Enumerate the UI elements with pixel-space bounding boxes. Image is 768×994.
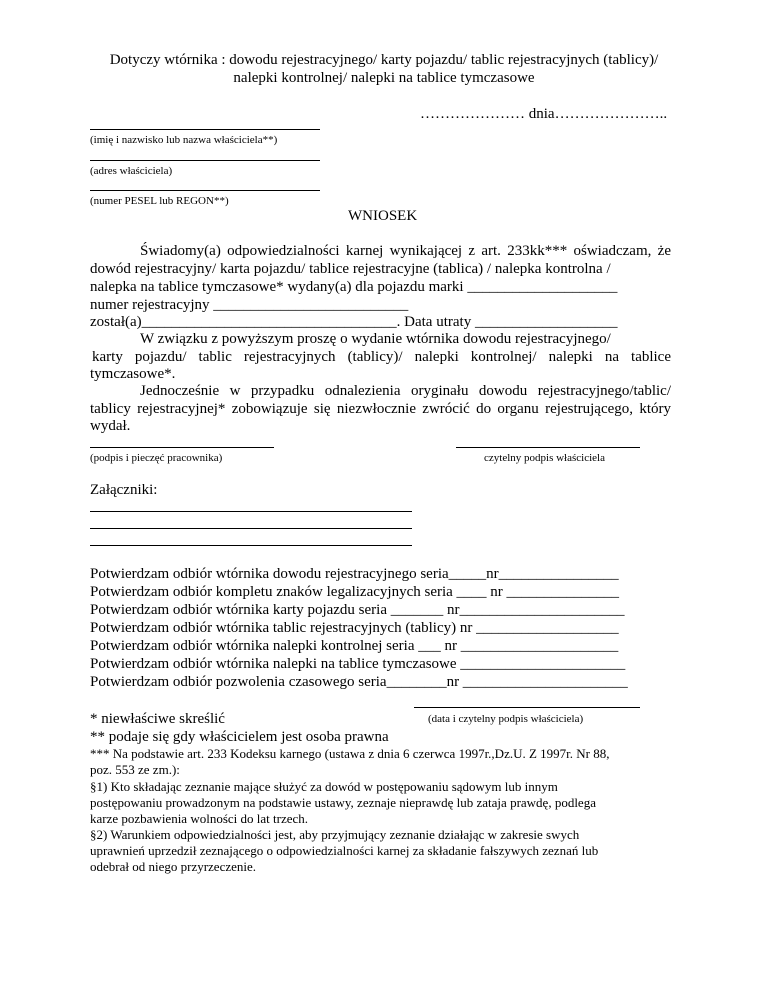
page-title: WNIOSEK [348,208,418,224]
receipt-line: Potwierdzam odbiór wtórnika nalepki kontrolnej seria ___ nr _____________________ [90,638,619,654]
request-line-2: karty pojazdu/ tablic rejestracyjnych (tablicy)/ nalepki kontrolnej/ nalepki na tablice [92,349,671,365]
receipt-line: Potwierdzam odbiór wtórnika nalepki na tablice tymczasowe ______________________ [90,656,626,672]
footnote-3-line-1: *** Na podstawie art. 233 Kodeksu karnego (ustawa z dnia 6 czerwca 1997r.,Dz.U. Z 1997r. Nr 88, [90,746,610,761]
owner-name-label: (imię i nazwisko lub nazwa właściciela**) [90,134,278,146]
receipt-line: Potwierdzam odbiór kompletu znaków legalizacyjnych seria ____ nr _______________ [90,584,620,600]
receipt-signature-line [414,707,640,708]
header-line-2: nalepki kontrolnej/ nalepki na tablice tymczasowe [233,70,535,86]
declaration-line-1: Świadomy(a) odpowiedzialności karnej wynikającej z art. 233kk*** oświadczam, że [140,243,671,259]
date-line: ………………… dnia………………….. [420,106,668,122]
owner-name-line [90,129,320,130]
header-line-1: Dotyczy wtórnika : dowodu rejestracyjnego/ karty pojazdu/ tablic rejestracyjnych (tablicy)/ [109,52,659,68]
owner-address-label: (adres właściciela) [90,165,173,177]
footnote-1: * niewłaściwe skreślić [90,711,225,727]
paragraph-1-line-3: karze pozbawienia wolności do lat trzech. [90,811,309,826]
footnote-2: ** podaje się gdy właścicielem jest osoba prawna [90,729,389,745]
receipt-line: Potwierdzam odbiór wtórnika karty pojazdu seria _______ nr______________________ [90,602,625,618]
receipt-line: Potwierdzam odbiór pozwolenia czasowego seria________nr ______________________ [90,674,628,690]
employee-signature-label: (podpis i pieczęć pracownika) [90,452,223,464]
obligation-line-1: Jednocześnie w przypadku odnalezienia oryginału dowodu rejestracyjnego/tablic/ [140,383,671,399]
declaration-line-4: numer rejestracyjny __________________________ [90,297,409,313]
attachment-line-2 [90,528,412,529]
owner-signature-label: czytelny podpis właściciela [484,452,605,464]
owner-pesel-label: (numer PESEL lub REGON**) [90,195,229,207]
paragraph-2-line-2: uprawnień uprzedził zeznającego o odpowiedzialności karnej za składanie fałszywych zeznań lub [90,843,599,858]
paragraph-2-line-1: §2) Warunkiem odpowiedzialności jest, aby przyjmujący zeznanie działając w zakresie swych [90,827,580,842]
paragraph-2-line-3: odebrał od niego przyrzeczenie. [90,859,257,874]
owner-pesel-line [90,190,320,191]
owner-address-line [90,160,320,161]
footnote-3-line-2: poz. 553 ze zm.): [90,762,180,777]
obligation-line-2: tablicy rejestracyjnej* zobowiązuje się niezwłocznie zwrócić do organu rejestrującego, który [90,401,671,417]
declaration-line-5: został(a)__________________________________. Data utraty ___________________ [90,314,618,330]
attachment-line-3 [90,545,412,546]
receipt-signature-label: (data i czytelny podpis właściciela) [428,713,584,725]
paragraph-1-line-2: postępowaniu prowadzonym na podstawie ustawy, zeznaje nieprawdę lub zataja prawdę, podlega [90,795,596,810]
paragraph-1-line-1: §1) Kto składając zeznanie mające służyć za dowód w postępowaniu sądowym lub innym [90,779,558,794]
declaration-line-2: dowód rejestracyjny/ karta pojazdu/ tablice rejestracyjne (tablica) / nalepka kontrolna / [90,261,611,277]
attachments-label: Załączniki: [90,482,158,498]
owner-signature-line [456,447,640,448]
receipt-line: Potwierdzam odbiór wtórnika dowodu rejestracyjnego seria_____nr________________ [90,566,619,582]
employee-signature-line [90,447,274,448]
attachment-line-1 [90,511,412,512]
request-line-3: tymczasowe*. [90,366,176,382]
declaration-line-3: nalepka na tablice tymczasowe* wydany(a) dla pojazdu marki ____________________ [90,279,618,295]
receipt-line: Potwierdzam odbiór wtórnika tablic rejestracyjnych (tablicy) nr ___________________ [90,620,619,636]
obligation-line-3: wydał. [90,418,131,434]
request-line-1: W związku z powyższym proszę o wydanie wtórnika dowodu rejestracyjnego/ [140,331,611,347]
